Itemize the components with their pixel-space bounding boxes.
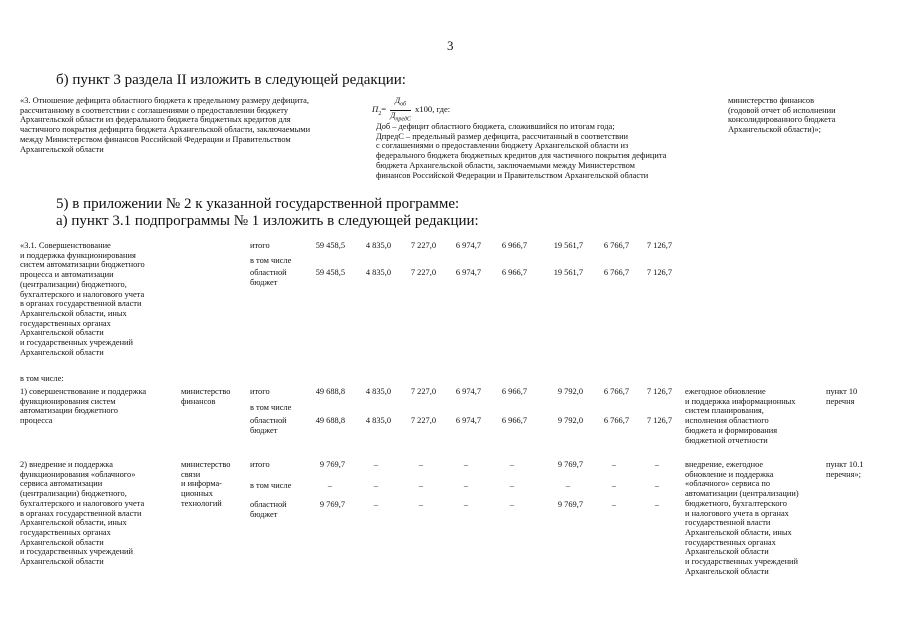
funding-value: – — [418, 481, 424, 490]
funding-value: – — [463, 460, 469, 469]
executor-line: технологий — [181, 498, 222, 508]
source-line: Архангельской области)»; — [728, 125, 821, 135]
definition-line: финансов Российской Федерации и Правительством Архангельской области — [376, 170, 649, 180]
result-line: автоматизации (централизации) — [685, 489, 799, 499]
formula-suffix: х100, где: — [415, 104, 451, 115]
reference-line: перечня — [826, 396, 855, 406]
formula-lhs-sub: 2 — [378, 110, 382, 117]
funding-value: 4 835,0 — [365, 241, 391, 250]
result-line: внедрение, ежегодное — [685, 460, 764, 469]
funding-value: 9 769,7 — [557, 460, 583, 469]
name-line: 1) совершенствование и поддержка — [20, 387, 147, 396]
name-line: государственных органах — [20, 318, 111, 328]
name-line: Архангельской области — [20, 537, 104, 547]
funding-value: 59 458,5 — [315, 241, 345, 250]
funding-value: – — [463, 481, 469, 490]
funding-value: 7 227,0 — [410, 268, 436, 277]
funding-label: итого — [250, 387, 270, 396]
result-line: государственной власти — [685, 518, 771, 528]
indicator-text — [20, 96, 310, 154]
funding-value: 6 766,7 — [603, 268, 629, 277]
funding-value: 59 458,5 — [315, 268, 345, 277]
result-line: ежегодное обновление — [685, 387, 766, 396]
name-line: бухгалтерского и налогового учета — [20, 289, 145, 299]
formula-denominator: $Д_{предС}$ — [390, 110, 411, 123]
source-line: консолидированного бюджета — [728, 115, 836, 125]
indicator-line: между Министерством финансов Российской Федерации и Правительством — [20, 134, 291, 144]
funding-value: 9 769,7 — [557, 500, 583, 509]
funding-value: – — [463, 500, 469, 509]
item-1-name — [20, 387, 146, 426]
funding-value: 6 974,7 — [455, 268, 481, 277]
funding-value: 6 766,7 — [603, 241, 629, 250]
name-line: государственных органах — [20, 527, 111, 537]
indicator-source — [728, 96, 836, 135]
name-line: Архангельской области, иных — [20, 518, 127, 528]
funding-value: 7 227,0 — [410, 416, 436, 425]
executor-line: финансов — [181, 396, 216, 406]
definition-line: федерального бюджета бюджетных кредитов для частичного покрытия дефицита — [376, 151, 667, 161]
result-line: Архангельской области — [685, 566, 769, 576]
formula-fraction — [390, 96, 411, 124]
result-line: и государственных учреждений — [685, 557, 799, 567]
row-3-1-name — [20, 241, 145, 357]
funding-value: 6 966,7 — [501, 268, 527, 277]
indicator-line: «3. Отношение дефицита областного бюджета к предельному размеру дефицита, — [20, 96, 309, 105]
formula-lhs: П — [372, 104, 379, 115]
result-line: исполнения областного — [685, 416, 769, 426]
reference-line: пункт 10.1 — [826, 460, 864, 469]
funding-value: 7 227,0 — [410, 241, 436, 250]
item-1-reference — [826, 387, 857, 406]
indicator-line: Архангельской области — [20, 144, 104, 154]
definition-line: бюджета Архангельской области, заключаемыми между Министерством — [376, 160, 635, 170]
indicator-line: частичного покрытия дефицита бюджета Архангельской области, заключаемыми — [20, 125, 311, 135]
formula-definitions — [376, 122, 666, 180]
funding-label: в том числе — [250, 403, 292, 412]
section-b-heading: б) пункт 3 раздела II изложить в следующей редакции: — [56, 72, 406, 88]
name-line: Архангельской области — [20, 557, 104, 567]
funding-value: – — [373, 460, 379, 469]
funding-value: 9 769,7 — [319, 500, 345, 509]
name-line: в органах государственной власти — [20, 508, 142, 518]
funding-label: бюджет — [250, 425, 278, 435]
funding-value: – — [509, 481, 515, 490]
section-5-subheading: а) пункт 3.1 подпрограммы № 1 изложить в следующей редакции: — [56, 213, 479, 229]
funding-label: областной — [250, 416, 287, 425]
funding-value: 7 126,7 — [646, 416, 672, 425]
funding-value: – — [654, 481, 660, 490]
page-number: 3 — [447, 38, 454, 53]
executor-line: ционных — [181, 489, 213, 499]
definition-line: с соглашениями о предоставлении бюджету Архангельской области из — [376, 141, 629, 151]
name-line: Архангельской области, иных — [20, 308, 127, 318]
funding-value: – — [611, 500, 617, 509]
funding-value: 6 974,7 — [455, 241, 481, 250]
name-line: бухгалтерского и налогового учета — [20, 498, 145, 508]
result-line: бюджетного, бухгалтерского — [685, 498, 787, 508]
funding-label: областной — [250, 500, 287, 509]
executor-line: министерство — [181, 460, 231, 469]
result-line: «облачного» сервиса по — [685, 479, 771, 489]
funding-value: 9 792,0 — [557, 387, 583, 396]
funding-label: в том числе — [250, 481, 292, 490]
formula-numerator: $Д_{об}$ — [390, 96, 411, 111]
item-2-executor — [181, 460, 231, 509]
funding-label: итого — [250, 241, 270, 250]
result-line: обновление и поддержка — [685, 469, 774, 479]
funding-label: бюджет — [250, 509, 278, 519]
name-line: процесса и автоматизации — [20, 270, 114, 280]
funding-value: 7 126,7 — [646, 268, 672, 277]
funding-value: – — [327, 481, 333, 490]
executor-line: министерство — [181, 387, 231, 396]
result-line: Архангельской области — [685, 547, 769, 557]
funding-value: – — [509, 460, 515, 469]
funding-value: 4 835,0 — [365, 416, 391, 425]
funding-value: 6 966,7 — [501, 241, 527, 250]
funding-value: – — [373, 500, 379, 509]
funding-value: 4 835,0 — [365, 268, 391, 277]
definition-line: ДпредС – предельный размер дефицита, рассчитанный в соответствии — [376, 131, 629, 141]
funding-value: 19 561,7 — [553, 241, 583, 250]
funding-value: – — [418, 460, 424, 469]
funding-label: в том числе — [250, 256, 292, 265]
funding-value: – — [509, 500, 515, 509]
funding-value: 9 792,0 — [557, 416, 583, 425]
name-line: (централизации) бюджетного, — [20, 279, 127, 289]
funding-value: 6 974,7 — [455, 387, 481, 396]
indicator-line: рассчитанному в соответствии с соглашениями о предоставлении бюджету — [20, 105, 289, 115]
funding-value: – — [654, 500, 660, 509]
name-line: и государственных учреждений — [20, 547, 134, 557]
name-line: сервиса автоматизации — [20, 479, 103, 489]
reference-line: пункт 10 — [826, 387, 858, 396]
item-2-result — [685, 460, 799, 576]
result-line: государственных органах — [685, 537, 776, 547]
executor-line: связи — [181, 469, 201, 479]
funding-value: 49 688,8 — [315, 416, 345, 425]
definition-line: Доб – дефицит областного бюджета, сложившийся по итогам года; — [376, 122, 615, 131]
item-2-name — [20, 460, 144, 567]
funding-value: 19 561,7 — [553, 268, 583, 277]
funding-label: итого — [250, 460, 270, 469]
name-line: (централизации) бюджетного, — [20, 489, 127, 499]
item-1-result — [685, 387, 796, 445]
funding-value: 6 966,7 — [501, 416, 527, 425]
funding-value: 7 227,0 — [410, 387, 436, 396]
name-line: Архангельской области — [20, 347, 104, 357]
name-line: «3.1. Совершенствование — [20, 241, 111, 250]
name-line: в органах государственной власти — [20, 299, 142, 309]
name-line: процесса — [20, 416, 53, 426]
funding-value: – — [373, 481, 379, 490]
indicator-line: Архангельской области из федерального бюджета бюджетных кредитов для — [20, 115, 291, 125]
funding-value: 6 974,7 — [455, 416, 481, 425]
name-line: систем автоматизации бюджетного — [20, 260, 145, 270]
name-line: и поддержка функционирования — [20, 250, 136, 260]
source-line: (годовой отчет об исполнении — [728, 105, 836, 115]
funding-value: 6 766,7 — [603, 416, 629, 425]
funding-value: 7 126,7 — [646, 241, 672, 250]
executor-line: и информа- — [181, 479, 222, 489]
result-line: бюджета и формирования — [685, 425, 778, 435]
funding-value: 6 766,7 — [603, 387, 629, 396]
including-label: в том числе: — [20, 374, 64, 383]
funding-value: – — [654, 460, 660, 469]
name-line: и государственных учреждений — [20, 338, 134, 348]
item-2-reference — [826, 460, 864, 479]
result-line: и поддержка информационных — [685, 396, 796, 406]
funding-value: 4 835,0 — [365, 387, 391, 396]
name-line: функционирования систем — [20, 396, 116, 406]
name-line: функционирования «облачного» — [20, 469, 136, 479]
funding-value: 49 688,8 — [315, 387, 345, 396]
formula: $П_2=$ $\frac{Д_{об}}{Д_{предС}}$ х100, где: — [372, 96, 451, 123]
result-line: Архангельской области, иных — [685, 527, 792, 537]
funding-label: областной — [250, 268, 287, 277]
funding-value: 7 126,7 — [646, 387, 672, 396]
result-line: систем планирования, — [685, 406, 764, 416]
funding-value: – — [611, 460, 617, 469]
funding-value: – — [418, 500, 424, 509]
funding-label: бюджет — [250, 277, 278, 287]
item-1-executor — [181, 387, 231, 406]
section-5-heading: 5) в приложении № 2 к указанной государственной программе: — [56, 196, 460, 212]
funding-value: – — [611, 481, 617, 490]
funding-value: 6 966,7 — [501, 387, 527, 396]
funding-value: – — [565, 481, 571, 490]
source-line: министерство финансов — [728, 96, 815, 105]
name-line: Архангельской области — [20, 328, 104, 338]
name-line: автоматизации бюджетного — [20, 406, 118, 416]
reference-line: перечня»; — [826, 469, 861, 479]
funding-value: 9 769,7 — [319, 460, 345, 469]
result-line: бюджетной отчетности — [685, 435, 768, 445]
result-line: и налогового учета в органах — [685, 508, 789, 518]
name-line: 2) внедрение и поддержка — [20, 460, 113, 469]
